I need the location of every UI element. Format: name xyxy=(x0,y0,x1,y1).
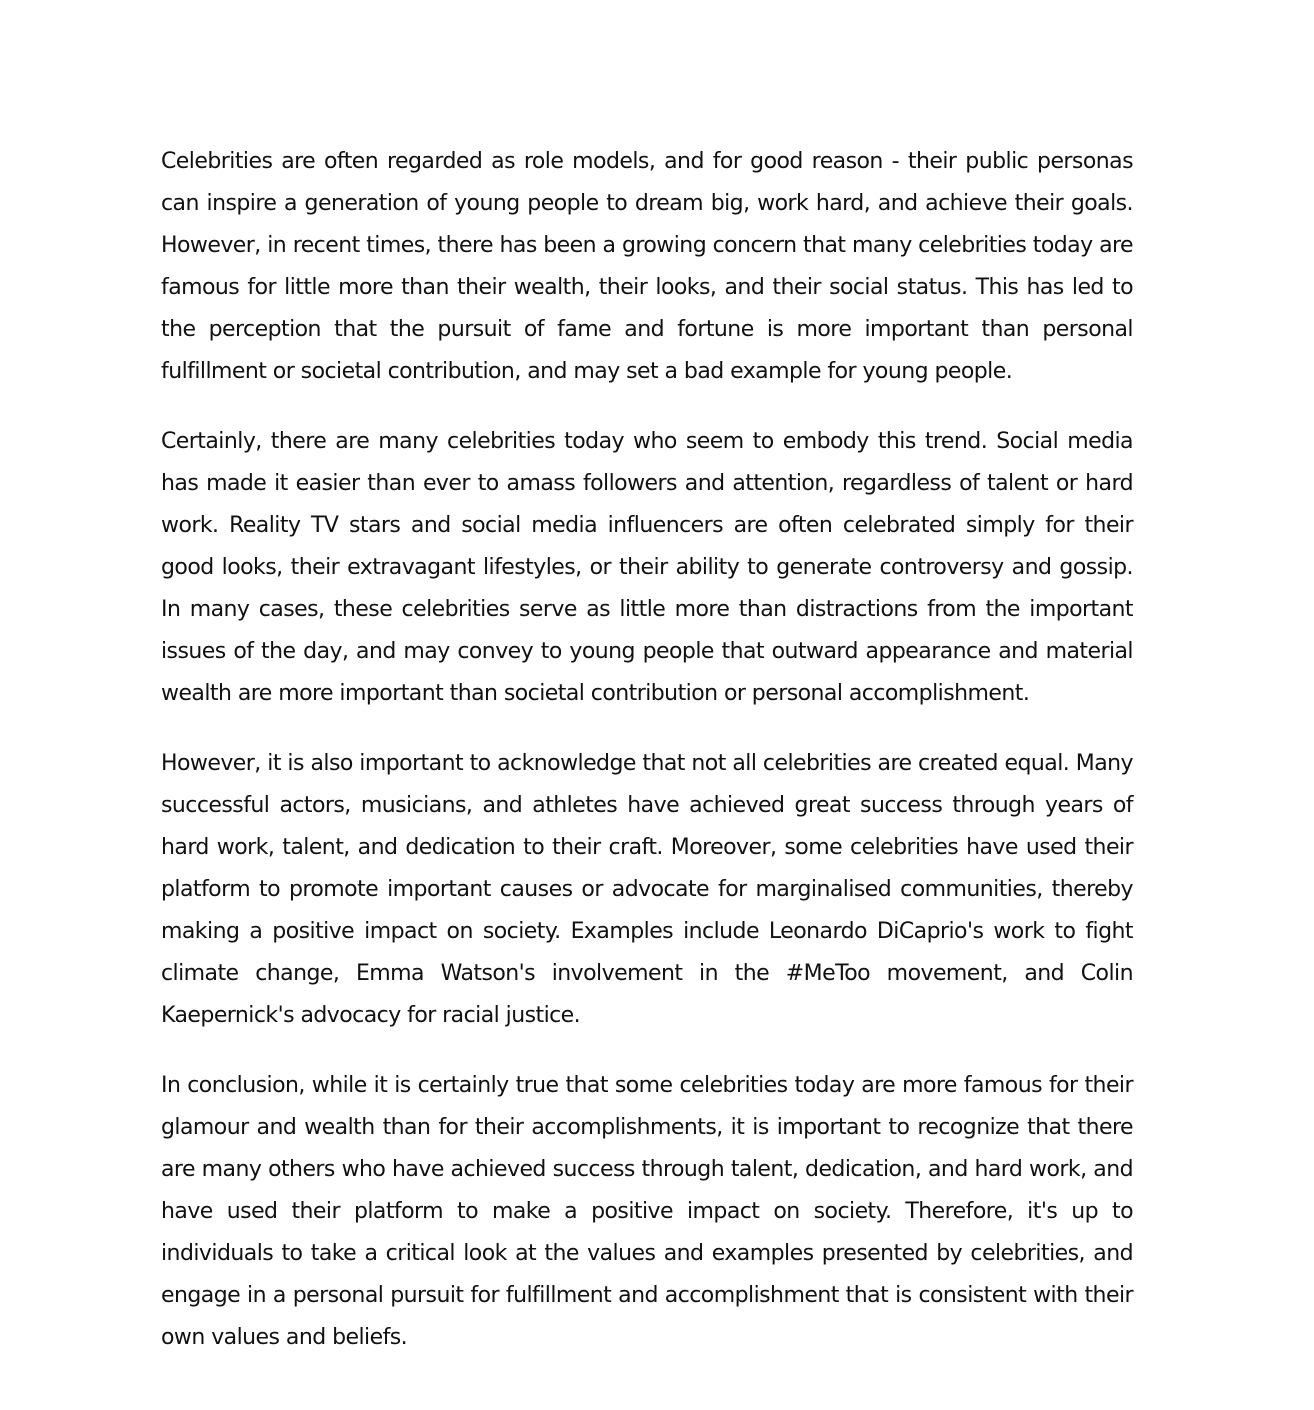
paragraph-2: Certainly, there are many celebrities today who seem to embody this trend. Social media has made it easier than ever to amass followers and attention, regardless of talent or hard work. Reality TV stars and social media influencers are often celebrated simply for their good looks, their extravagant lifestyles, or their ability to generate controversy and gossip. In many cases, these celebrities serve as little more than distractions from the important issues of the day, and may convey to young people that outward appearance and material wealth are more important than societal contribution or personal accomplishment. xyxy=(161,429,1133,706)
document-body xyxy=(161,141,1133,1359)
paragraph-4: In conclusion, while it is certainly true that some celebrities today are more famous for their glamour and wealth than for their accomplishments, it is important to recognize that there are many others who have achieved success through talent, dedication, and hard work, and have used their platform to make a positive impact on society. Therefore, it's up to individuals to take a critical look at the values and examples presented by celebrities, and engage in a personal pursuit for fulfillment and accomplishment that is consistent with their own values and beliefs. xyxy=(161,1073,1133,1350)
paragraph-3: However, it is also important to acknowledge that not all celebrities are created equal. Many successful actors, musicians, and athletes have achieved great success through years of hard work, talent, and dedication to their craft. Moreover, some celebrities have used their platform to promote important causes or advocate for marginalised communities, thereby making a positive impact on society. Examples include Leonardo DiCaprio's work to fight climate change, Emma Watson's involvement in the #MeToo movement, and Colin Kaepernick's advocacy for racial justice. xyxy=(161,751,1133,1028)
paragraph-1: Celebrities are often regarded as role models, and for good reason - their public personas can inspire a generation of young people to dream big, work hard, and achieve their goals. However, in recent times, there has been a growing concern that many celebrities today are famous for little more than their wealth, their looks, and their social status. This has led to the perception that the pursuit of fame and fortune is more important than personal fulfillment or societal contribution, and may set a bad example for young people. xyxy=(161,149,1133,384)
